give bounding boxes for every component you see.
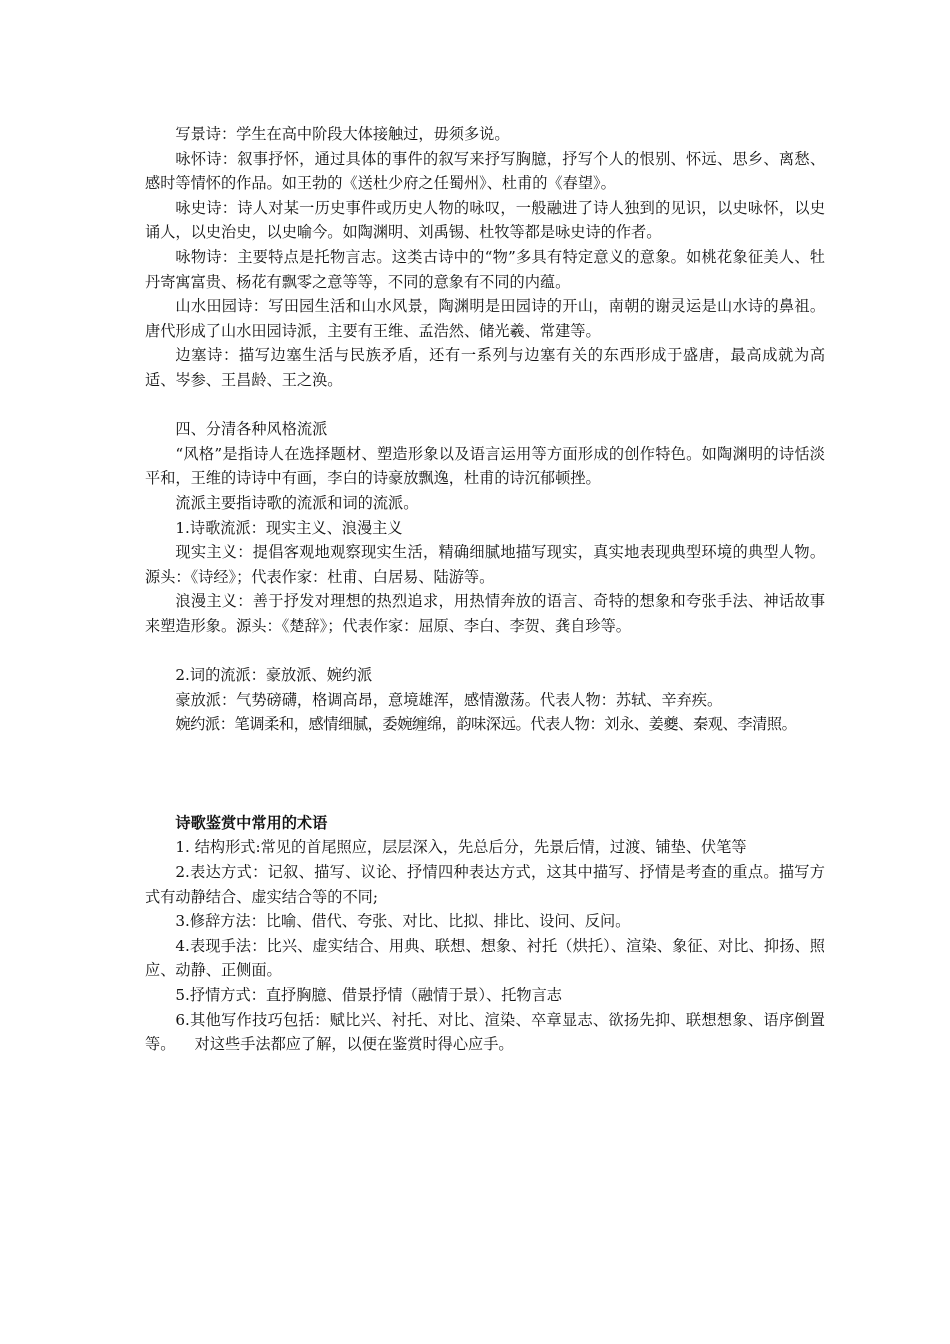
blank-space [145,737,825,811]
section-heading-styles: 四、分清各种风格流派 [175,420,328,439]
paragraph-wanyue: 婉约派：笔调柔和，感情细腻，委婉缠绵，韵味深远。代表人物：刘永、姜夔、秦观、李清照。 [175,715,797,734]
document-body [145,122,825,1057]
paragraph-object-poem: 咏物诗：主要特点是托物言志。这类古诗中的“物”多具有特定意义的意象。如桃花象征美人、牡丹寄寓富贵、杨花有飘零之意等等，不同的意象有不同的内蕴。 [145,247,825,291]
paragraph-poetry-schools: 1.诗歌流派：现实主义、浪漫主义 [175,518,403,537]
paragraph-structure: 1. 结构形式:常见的首尾照应，层层深入，先总后分，先景后情，过渡、铺垫、伏笔等 [175,838,747,857]
blank-line [145,638,825,663]
paragraph-lyric-poem: 咏怀诗：叙事抒怀，通过具体的事件的叙写来抒写胸臆，抒写个人的恨别、怀远、思乡、离愁、感时等情怀的作品。如王勃的《送杜少府之任蜀州》、杜甫的《春望》。 [145,149,825,193]
section-heading-terms: 诗歌鉴赏中常用的术语 [175,813,328,832]
paragraph-style-definition: “风格”是指诗人在选择题材、塑造形象以及语言运用等方面形成的创作特色。如陶渊明的诗恬淡平和，王维的诗诗中有画，李白的诗豪放飘逸，杜甫的诗沉郁顿挫。 [145,444,825,488]
paragraph-scenery-poem: 写景诗：学生在高中阶段大体接触过，毋须多说。 [175,125,510,143]
paragraph-pastoral-poem: 山水田园诗：写田园生活和山水风景，陶渊明是田园诗的开山，南朝的谢灵运是山水诗的鼻祖。唐代形成了山水田园诗派，主要有王维、孟浩然、储光羲、常建等。 [145,297,825,340]
paragraph-emotion: 5.抒情方式：直抒胸臆、借景抒情（融情于景）、托物言志 [175,986,562,1004]
paragraph-ci-schools: 2.词的流派：豪放派、婉约派 [175,666,373,685]
blank-line [145,393,825,418]
paragraph-romanticism: 浪漫主义：善于抒发对理想的热烈追求，用热情奔放的语言、奇特的想象和夸张手法、神话故事来塑造形象。源头：《楚辞》；代表作家：屈原、李白、李贺、龚自珍等。 [145,592,825,635]
paragraph-rhetoric: 3.修辞方法：比喻、借代、夸张、对比、比拟、排比、设问、反问。 [175,912,631,931]
paragraph-realism: 现实主义：提倡客观地观察现实生活，精确细腻地描写现实，真实地表现典型环境的典型人物。源头：《诗经》；代表作家：杜甫、白居易、陆游等。 [145,543,825,586]
paragraph-technique: 4.表现手法：比兴、虚实结合、用典、联想、想象、衬托（烘托）、渲染、象征、对比、抑扬、照应、动静、正侧面。 [145,936,825,980]
paragraph-other-techniques: 6.其他写作技巧包括：赋比兴、衬托、对比、渲染、卒章显志、欲扬先抑、联想想象、语序倒置等。 对这些手法都应了解，以便在鉴赏时得心应手。 [145,1010,825,1054]
paragraph-schools-intro: 流派主要指诗歌的流派和词的流派。 [175,493,419,512]
paragraph-history-poem: 咏史诗：诗人对某一历史事件或历史人物的咏叹，一般融进了诗人独到的见识，以史咏怀，以史诵人，以史治史，以史喻今。如陶渊明、刘禹锡、杜牧等都是咏史诗的作者。 [145,198,825,242]
paragraph-expression: 2.表达方式：记叙、描写、议论、抒情四种表达方式，这其中描写、抒情是考查的重点。描写方式有动静结合、虚实结合等的不同; [145,863,825,906]
paragraph-haofang: 豪放派：气势磅礴，格调高昂，意境雄浑，感情激荡。代表人物：苏轼、辛弃疾。 [175,690,723,709]
paragraph-frontier-poem: 边塞诗：描写边塞生活与民族矛盾，还有一系列与边塞有关的东西形成于盛唐，最高成就为高适、岑参、王昌龄、王之涣。 [145,346,825,389]
